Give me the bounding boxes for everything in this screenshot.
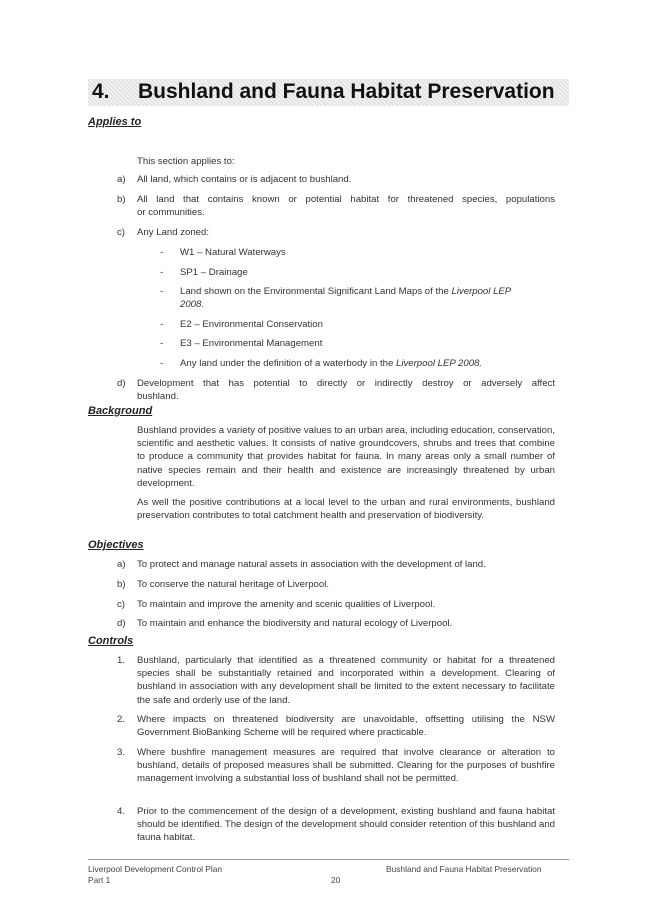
applies-intro: This section applies to:	[137, 156, 235, 167]
control-item: Where bushfire management measures are required that involve clearance or alteration to bushland, details of proposed measures shall be submitted. Clearing for the purposes of bushfire management involving a substantial loss of bushland shall not be permitted.	[137, 747, 555, 785]
section-title: Bushland and Fauna Habitat Preservation	[138, 80, 555, 103]
dash-marker: -	[160, 267, 164, 278]
list-marker: d)	[117, 378, 126, 389]
controls-heading: Controls	[88, 635, 134, 647]
applies-item-b-line1: All land that contains known or potential habitat for threatened species, populations	[137, 194, 555, 205]
zone-item-esl-line1: Land shown on the Environmental Significant Land Maps of the Liverpool LEP	[180, 286, 512, 297]
list-marker: d)	[117, 618, 126, 629]
list-marker: c)	[117, 599, 125, 610]
list-marker: b)	[117, 194, 126, 205]
footer-section-title: Bushland and Fauna Habitat Preservation	[386, 864, 542, 874]
control-item: Prior to the commencement of the design of a development, existing bushland and fauna habitat should be identified. The design of the development should consider retention of this bushland and fauna habitat.	[137, 806, 555, 844]
control-item: Bushland, particularly that identified as a threatened community or habitat for a threatened species shall be substantially retained and incorporated within a development. Clearing of bushland in association with any development shall be limited to the extent necessary to facilitate the safe and orderly use of the land.	[137, 655, 555, 706]
objective-item: To conserve the natural heritage of Liverpool.	[137, 579, 329, 590]
applies-item-c: Any Land zoned:	[137, 227, 210, 238]
zone-item-waterbody: Any land under the definition of a waterbody in the Liverpool LEP 2008.	[180, 358, 483, 369]
list-marker: a)	[117, 559, 126, 570]
background-heading: Background	[88, 405, 153, 417]
control-item: Where impacts on threatened biodiversity are unavoidable, offsetting utilising the NSW Government BioBanking Scheme will be required where practicable.	[137, 714, 555, 739]
footer-part: Part 1	[88, 875, 111, 885]
objective-item: To protect and manage natural assets in association with the development of land.	[137, 559, 486, 570]
dash-marker: -	[160, 319, 164, 330]
footer-document-title: Liverpool Development Control Plan	[88, 864, 223, 874]
list-marker: c)	[117, 227, 125, 238]
applies-item-d-line1: Development that has potential to directly or indirectly destroy or adversely affect	[137, 378, 555, 389]
background-paragraph-1: Bushland provides a variety of positive values to an urban area, including education, conservation, scientific and aesthetic values. It consists of native groundcovers, shrubs and trees that combine to produce a community that provides habitat for fauna. In many areas only a small number of native species remain and their health and existence are increasingly threatened by urban development.	[137, 425, 555, 489]
zone-item-esl-line2: 2008.	[180, 299, 205, 310]
objective-item: To maintain and enhance the biodiversity and natural ecology of Liverpool.	[137, 618, 453, 629]
zone-item: SP1 – Drainage	[180, 267, 248, 278]
list-marker: 2.	[117, 714, 126, 725]
objectives-heading: Objectives	[88, 539, 144, 551]
applies-to-heading: Applies to	[88, 116, 142, 128]
dash-marker: -	[160, 338, 164, 349]
applies-item-a: All land, which contains or is adjacent to bushland.	[137, 174, 352, 185]
list-marker: a)	[117, 174, 126, 185]
objective-item: To maintain and improve the amenity and scenic qualities of Liverpool.	[137, 599, 436, 610]
dash-marker: -	[160, 358, 164, 369]
applies-item-b-line2: or communities.	[137, 207, 205, 218]
background-paragraph-2: As well the positive contributions at a local level to the urban and rural environments, bushland preservation contributes to total catchment health and preservation of biodiversity.	[137, 497, 555, 522]
footer-rule	[88, 859, 569, 860]
zone-item: E3 – Environmental Management	[180, 338, 323, 349]
applies-item-d-line2: bushland.	[137, 391, 179, 402]
list-marker: 3.	[117, 747, 126, 758]
footer-page-number: 20	[331, 875, 341, 885]
list-marker: b)	[117, 579, 126, 590]
list-marker: 4.	[117, 806, 126, 817]
list-marker: 1.	[117, 655, 126, 666]
dash-marker: -	[160, 247, 164, 258]
zone-item: W1 – Natural Waterways	[180, 247, 286, 258]
section-number: 4.	[92, 80, 110, 103]
dash-marker: -	[160, 286, 164, 297]
zone-item: E2 – Environmental Conservation	[180, 319, 323, 330]
